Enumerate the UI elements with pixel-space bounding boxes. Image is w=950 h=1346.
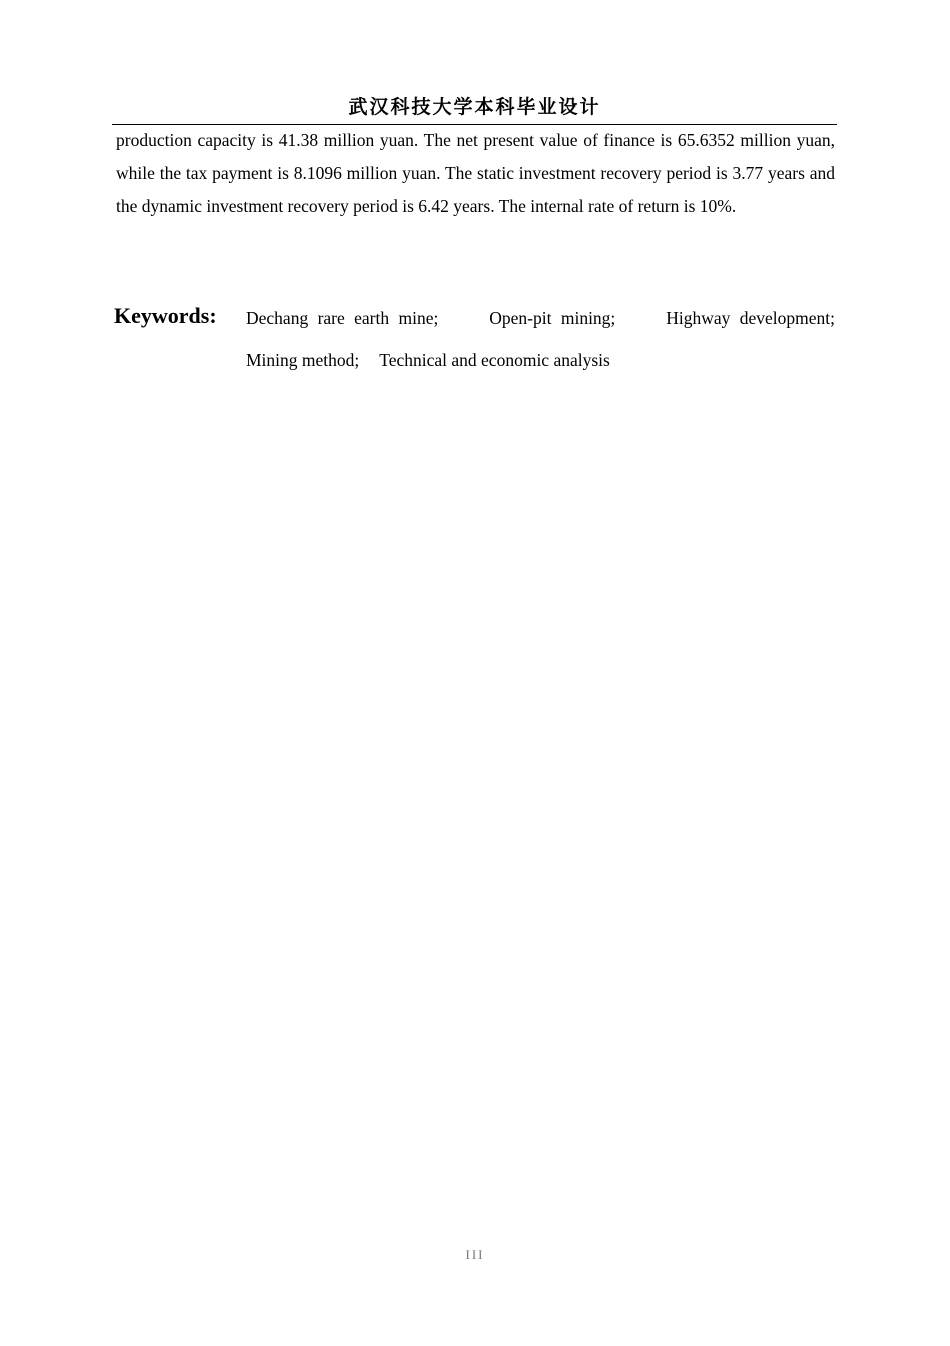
keyword-item: Mining method; bbox=[246, 350, 360, 370]
keywords-row bbox=[246, 344, 835, 376]
keyword-item: Dechang rare earth mine; bbox=[246, 308, 439, 328]
abstract-line: production capacity is 41.38 million yuan. The net present value of finance is 65.6352 million bbox=[116, 130, 791, 150]
keyword-item: Highway development; bbox=[666, 308, 835, 328]
header-title: 武汉科技大学本科毕业设计 bbox=[348, 96, 601, 118]
keywords-row bbox=[246, 302, 835, 334]
abstract-line: return is 10%. bbox=[637, 196, 737, 216]
abstract-line: yuan, while the tax payment is 8.1096 million yuan. The static investment recovery period is bbox=[116, 130, 835, 183]
keyword-item: Open-pit mining; bbox=[489, 308, 616, 328]
abstract-paragraph bbox=[116, 124, 835, 223]
keyword-item: Technical and economic analysis bbox=[379, 350, 610, 370]
abstract-line: 3.77 years and the dynamic investment recovery period is 6.42 years. The internal rate of bbox=[116, 163, 835, 216]
keywords-label: Keywords: bbox=[114, 303, 217, 328]
page-number: III bbox=[465, 1247, 485, 1262]
